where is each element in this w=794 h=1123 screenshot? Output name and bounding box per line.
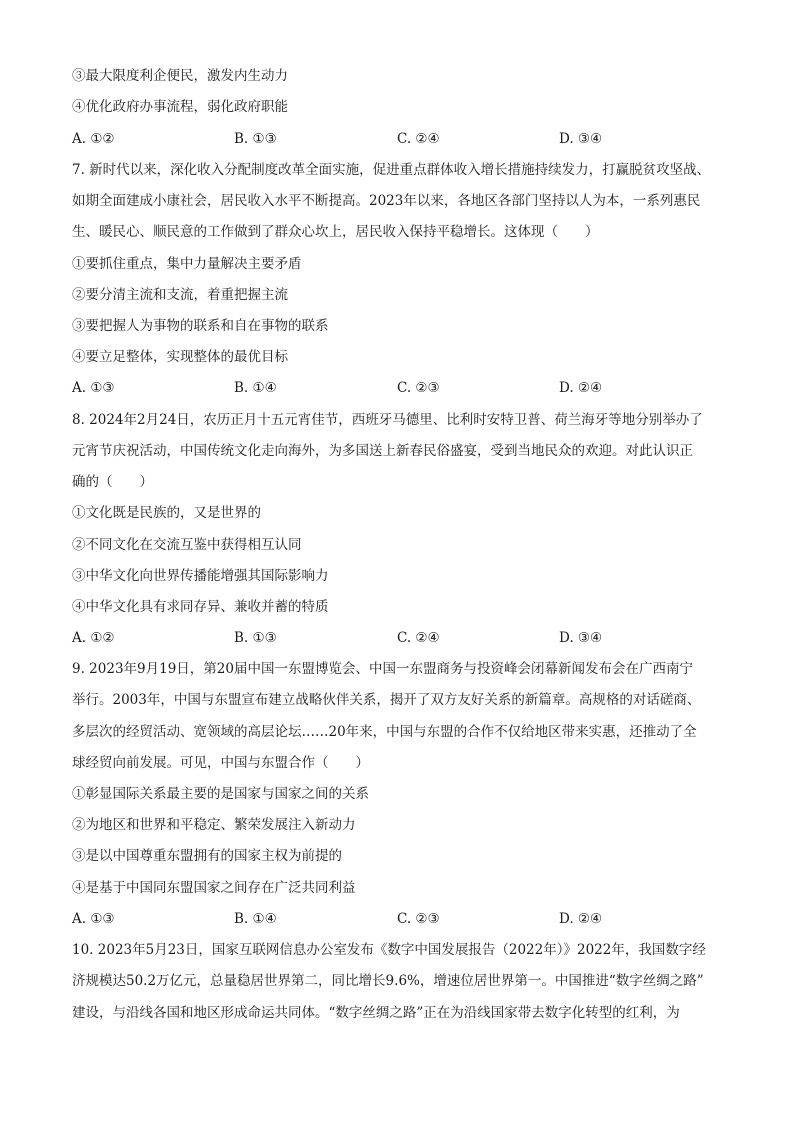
q9-option-b: B. ①④	[234, 911, 277, 927]
q8-stem-line-1: 8. 2024年2月24日，农历正月十五元宵佳节，西班牙马德里、比利时安特卫普、荷兰海牙等地分别举办了	[72, 412, 703, 428]
q6-option-c: C. ②④	[397, 131, 440, 147]
q6-item-4: ④优化政府办事流程，弱化政府职能	[72, 99, 288, 115]
q6-option-a: A. ①②	[72, 131, 115, 147]
q9-item-3: ③是以中国尊重东盟拥有的国家主权为前提的	[72, 848, 342, 864]
q9-stem-line-4: 球经贸向前发展。可见，中国与东盟合作（ ）	[72, 755, 369, 771]
q9-option-d: D. ②④	[559, 911, 603, 927]
q8-option-c: C. ②④	[397, 630, 440, 646]
q7-item-1: ①要抓住重点，集中力量解决主要矛盾	[72, 256, 302, 272]
q7-stem-line-2: 如期全面建成小康社会，居民收入水平不断提高。2023年以来，各地区各部门坚持以人为本，一系列惠民	[72, 193, 701, 209]
q8-item-4: ④中华文化具有求同存异、兼收并蓄的特质	[72, 599, 329, 615]
q9-option-a: A. ①③	[72, 911, 115, 927]
q7-option-b: B. ①④	[234, 380, 277, 396]
q7-option-c: C. ②③	[397, 380, 440, 396]
q9-options	[72, 909, 732, 929]
q8-item-1: ①文化既是民族的，又是世界的	[72, 505, 261, 521]
q8-stem-line-2: 元宵节庆祝活动，中国传统文化走向海外，为多国送上新春民俗盛宴，受到当地民众的欢迎。对此认识正	[72, 443, 693, 459]
q7-stem-line-3: 生、暖民心、顺民意的工作做到了群众心坎上，居民收入保持平稳增长。这体现（ ）	[72, 224, 599, 240]
q10-stem-line-3: 建设，与沿线各国和地区形成命运共同体。“数字丝绸之路”正在为沿线国家带去数字化转型的红利，为	[72, 1005, 680, 1021]
q9-stem-line-2: 举行。2003年，中国与东盟宣布建立战略伙伴关系，揭开了双方友好关系的新篇章。高规格的对话磋商、	[72, 692, 701, 708]
q9-option-c: C. ②③	[397, 911, 440, 927]
q8-option-a: A. ①②	[72, 630, 115, 646]
q7-option-a: A. ①③	[72, 380, 115, 396]
q8-item-3: ③中华文化向世界传播能增强其国际影响力	[72, 568, 329, 584]
q8-item-2: ②不同文化在交流互鉴中获得相互认同	[72, 537, 302, 553]
q6-option-b: B. ①③	[234, 131, 277, 147]
q9-item-1: ①彰显国际关系最主要的是国家与国家之间的关系	[72, 786, 369, 802]
q10-stem-line-1: 10. 2023年5月23日，国家互联网信息办公室发布《数字中国发展报告（2022年）》2022年，我国数字经	[72, 942, 706, 958]
q7-stem-line-1: 7. 新时代以来，深化收入分配制度改革全面实施，促进重点群体收入增长措施持续发力，打赢脱贫攻坚战、	[72, 162, 711, 178]
q6-option-d: D. ③④	[559, 131, 603, 147]
q9-stem-line-1: 9. 2023年9月19日，第20届中国一东盟博览会、中国一东盟商务与投资峰会闭幕新闻发布会在广西南宁	[72, 661, 693, 677]
q9-item-2: ②为地区和世界和平稳定、繁荣发展注入新动力	[72, 817, 356, 833]
q6-options	[72, 129, 732, 149]
q8-stem-line-3: 确的（ ）	[72, 474, 153, 490]
q7-item-3: ③要把握人为事物的联系和自在事物的联系	[72, 318, 329, 334]
q7-item-4: ④要立足整体，实现整体的最优目标	[72, 349, 288, 365]
q8-options	[72, 628, 732, 648]
q8-option-b: B. ①③	[234, 630, 277, 646]
q7-option-d: D. ②④	[559, 380, 603, 396]
q6-item-3: ③最大限度利企便民，激发内生动力	[72, 68, 288, 84]
q9-item-4: ④是基于中国同东盟国家之间存在广泛共同利益	[72, 880, 356, 896]
q8-option-d: D. ③④	[559, 630, 603, 646]
q9-stem-line-3: 多层次的经贸活动、宽领域的高层论坛……20年来，中国与东盟的合作不仅给地区带来实惠，还推动了全	[72, 724, 697, 740]
q10-stem-line-2: 济规模达50.2万亿元，总量稳居世界第二，同比增长9.6%，增速位居世界第一。中国推进“数字丝绸之路”	[72, 973, 704, 989]
q7-options	[72, 378, 732, 398]
q7-item-2: ②要分清主流和支流，着重把握主流	[72, 287, 288, 303]
